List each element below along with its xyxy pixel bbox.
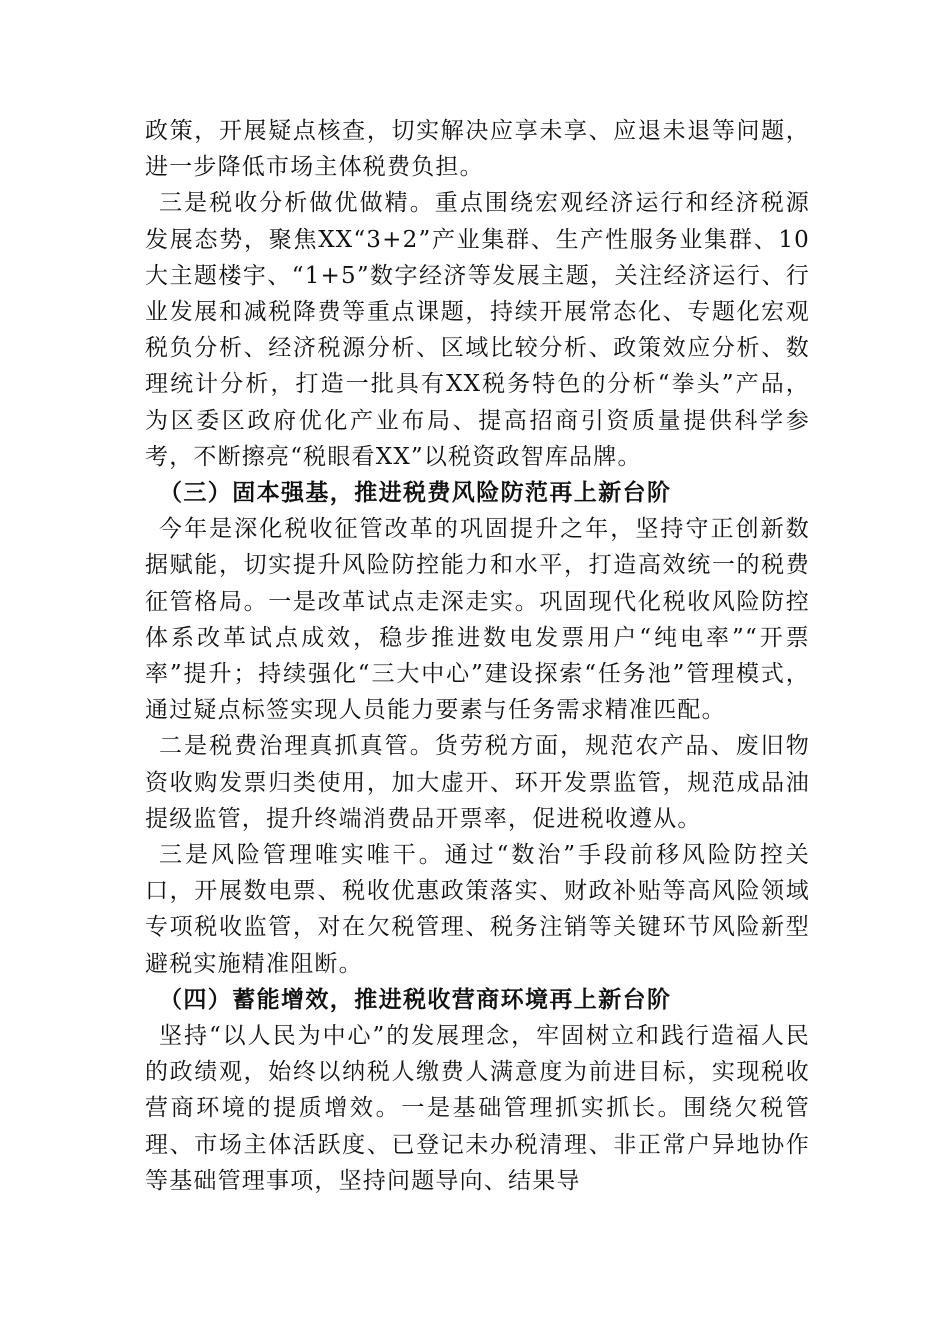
section-heading-4: （四）蓄能增效，推进税收营商环境再上新台阶 (159, 985, 672, 1013)
paragraph-tax-governance: 二是税费治理真抓真管。货劳税方面，规范农产品、废旧物资收购发票归类使用，加大虚开、环开发票监管，规范成品油提级监管，提升终端消费品开票率，促进税收遵从。 (145, 733, 810, 832)
paragraph-risk-management: 三是风险管理唯实唯干。通过“数治”手段前移风险防控关口，开展数电票、税收优惠政策落实、财政补贴等高风险领域专项税收监管，对在欠税管理、税务注销等关键环节风险新型避税实施精准阻断。 (145, 842, 810, 977)
paragraph-reform-pilot: 今年是深化税收征管改革的巩固提升之年，坚持守正创新数据赋能，切实提升风险防控能力和水平，打造高效统一的税费征管格局。一是改革试点走深走实。巩固现代化税收风险防控体系改革试点成效，稳步推进数电发票用户“纯电率”“开票率”提升；持续强化“三大中心”建设探索“任务池”管理模式，通过疑点标签实现人员能力要素与任务需求精准匹配。 (145, 516, 810, 724)
paragraph-business-environment: 坚持“以人民为中心”的发展理念，牢固树立和践行造福人民的政绩观，始终以纳税人缴费人满意度为前进目标，实现税收营商环境的提质增效。一是基础管理抓实抓长。围绕欠税管理、市场主体活跃度、已登记未办税清理、非正常户异地协作等基础管理事项，坚持问题导向、结果导 (145, 1023, 810, 1194)
paragraph-tax-analysis: 三是税收分析做优做精。重点围绕宏观经济运行和经济税源发展态势，聚焦XX“3+2”产业集群、生产性服务业集群、10大主题楼宇、“1+5”数字经济等发展主题，关注经济运行、行业发展和减税降费等重点课题，持续开展常态化、专题化宏观税负分析、经济税源分析、区域比较分析、政策效应分析、数理统计分析，打造一批具有XX税务特色的分析“拳头”产品，为区委区政府优化产业布局、提高招商引资质量提供科学参考，不断擦亮“税眼看XX”以税资政智库品牌。 (145, 190, 810, 470)
paragraph-continued-policy: 政策，开展疑点核查，切实解决应享未享、应退未退等问题，进一步降低市场主体税费负担。 (145, 118, 810, 181)
document-body (145, 113, 810, 1199)
section-heading-3: （三）固本强基，推进税费风险防范再上新台阶 (159, 479, 672, 507)
